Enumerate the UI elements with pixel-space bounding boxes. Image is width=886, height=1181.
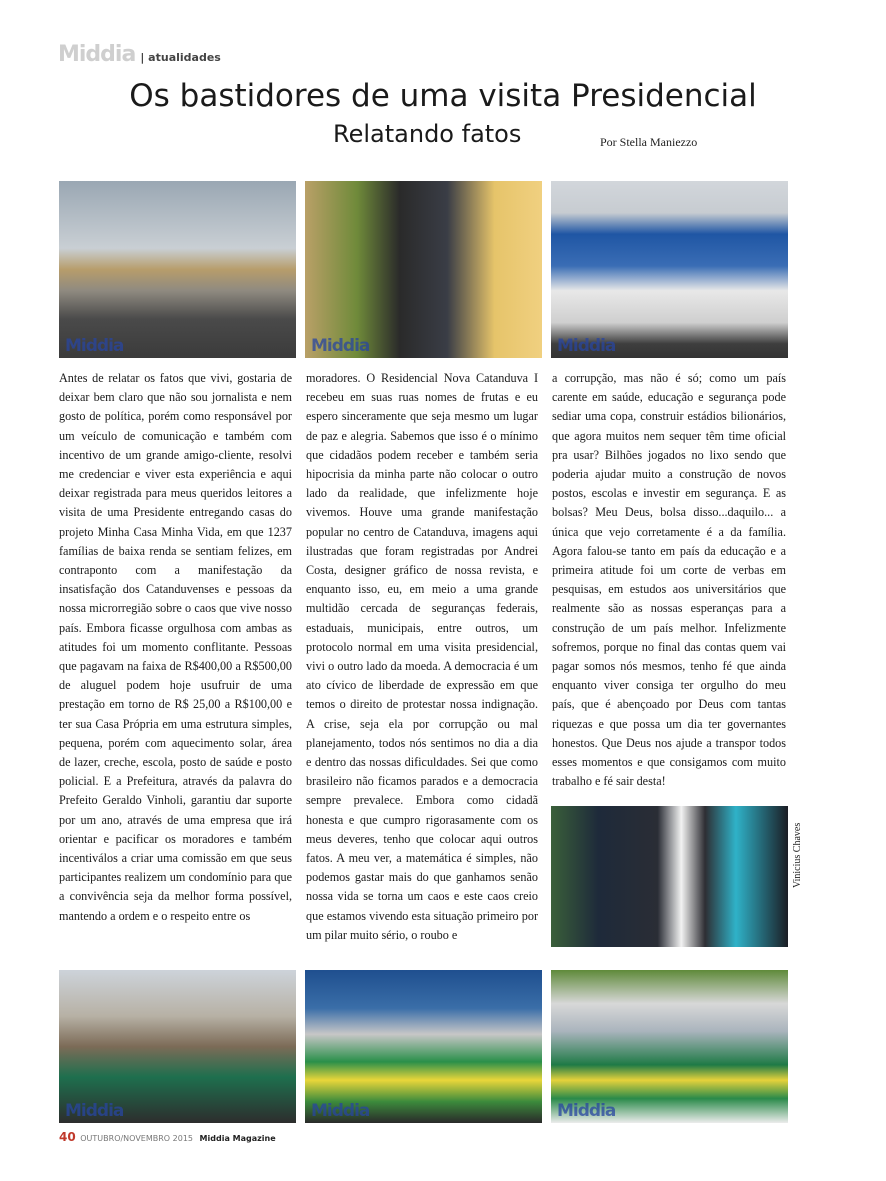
photo-protest-flag xyxy=(305,970,542,1123)
article-column-1: Antes de relatar os fatos que vivi, gostaria de deixar bem claro que não sou jornalista e nem gosto de política, porém como responsável por um veículo de comunicação e também com incentivo de um grande amigo-cliente, resolvi me credenciar e viver esta experiência e aqui deixar registrada para meus queridos leitores a visita de uma Presidente entregando casas do projeto Minha Casa Minha Vida, em que 1237 famílias de baixa renda se sentiam felizes, em contraponto com a manifestação da insatisfação dos Catanduvenses e pessoas da nossa microrregião sobre o caos que vive nosso país. Embora ficasse orgulhosa com ambas as atitudes foi um momento conflitante. Pessoas que pagavam na faixa de R$400,00 a R$500,00 de aluguel podem hoje usufruir de uma prestação em torno de R$ 25,00 a R$100,00 e ter sua Casa Própria em uma estrutura simples, pequena, porém com aquecimento solar, área de lazer, creche, escola, posto de saúde e posto policial. E a Prefeitura, através da palavra do Prefeito Geraldo Vinholi, garantiu dar suporte por um ano, através de uma empresa que irá orientar e pacificar os moradores e também incentiválos a criar uma comissão em que seus participantes realizem um condomínio para que a convivência seja da melhor forma possível, mantendo a ordem e o respeito entre os xyxy=(59,371,292,923)
page-header xyxy=(58,42,221,67)
photo-credit: Vinicius Chaves xyxy=(792,822,803,888)
photo-ceremony xyxy=(551,806,788,947)
photo-housing-street xyxy=(59,181,296,358)
article-byline: Por Stella Maniezzo xyxy=(600,135,698,149)
photo-watermark: Middia xyxy=(65,1101,124,1121)
edition-label: OUTUBRO/NOVEMBRO 2015 xyxy=(80,1134,193,1143)
photo-blue-building xyxy=(551,181,788,358)
photo-watermark: Middia xyxy=(311,1101,370,1121)
photo-protest-street xyxy=(59,970,296,1123)
page-footer xyxy=(59,1130,276,1144)
photo-president-visit xyxy=(305,181,542,358)
photo-watermark: Middia xyxy=(557,336,616,356)
photo-watermark: Middia xyxy=(65,336,124,356)
magazine-name: Middia Magazine xyxy=(199,1134,276,1143)
magazine-logo: Middia xyxy=(58,42,136,67)
article-title: Os bastidores de uma visita Presidencial xyxy=(129,78,757,114)
photo-protest-square xyxy=(551,970,788,1123)
article-column-3: a corrupção, mas não é só; como um país carente em saúde, educação e segurança pode sediar uma copa, construir estádios bilionários, que agora muitos nem sequer têm time oficial pra usar? Bilhões jogados no lixo sendo que poderia ajudar muito a construção de novos postos, escolas e investir em segurança. E as bolsas? Meu Deus, bolsa disso...daquilo... a única que vejo corretamente é a da família. Agora falou-se tanto em país da educação e a primeira atitude foi um corte de verbas em pesquisas, em estudos aos universitários que realmente são as nossas esperanças para a construção de um país melhor. Infelizmente sofremos, porque no final das contas quem vai pagar somos nós mesmos, tenho fé que ainda enquanto viver consiga ter orgulho do meu país, que é abençoado por Deus com tantas riquezas e que possa um dia ter governantes honestos. Que Deus nos ajude a transpor todos esses momentos e que consigamos com muito trabalho e fé sair desta! xyxy=(552,371,786,789)
photo-watermark: Middia xyxy=(557,1101,616,1121)
page-number: 40 xyxy=(59,1130,76,1144)
article-column-2: moradores. O Residencial Nova Catanduva I recebeu em suas ruas nomes de frutas e eu espero sinceramente que seja mesmo um lugar de paz e alegria. Sabemos que isso é o mínimo que cidadãos podem receber e também seria hipocrisia da minha parte não colocar o outro lado da realidade, que infelizmente hoje vivemos. Houve uma grande manifestação popular no centro de Catanduva, imagens aqui ilustradas que foram registradas por Andrei Costa, designer gráfico de nossa revista, e enquanto isso, eu, em meio a uma grande multidão cercada de seguranças federais, estaduais, municipais, entre outros, um protocolo normal em uma visita presidencial, vivi o outro lado da moeda. A democracia é um ato cívico de liberdade de expressão em que temos o direito de protestar nossa indignação. A crise, seja ela por corrupção ou mal planejamento, todos nós sentimos no dia a dia e dentro das nossas dificuldades. Sei que como brasileiro não ficamos parados e a democracia sempre prevalece. Embora como cidadã honesta e que cumpro rigorasamente com os meus deveres, tenho que colocar aqui outros fatos. A meu ver, a matemática é simples, não podemos gastar mais do que ganhamos senão nossa vida se torna um caos e este caos creio que estamos vivendo esta situação primeiro por um pilar muito sério, o roubo e xyxy=(306,371,538,942)
photo-watermark: Middia xyxy=(311,336,370,356)
section-label: | atualidades xyxy=(140,51,221,64)
article-subtitle: Relatando fatos xyxy=(333,120,522,148)
